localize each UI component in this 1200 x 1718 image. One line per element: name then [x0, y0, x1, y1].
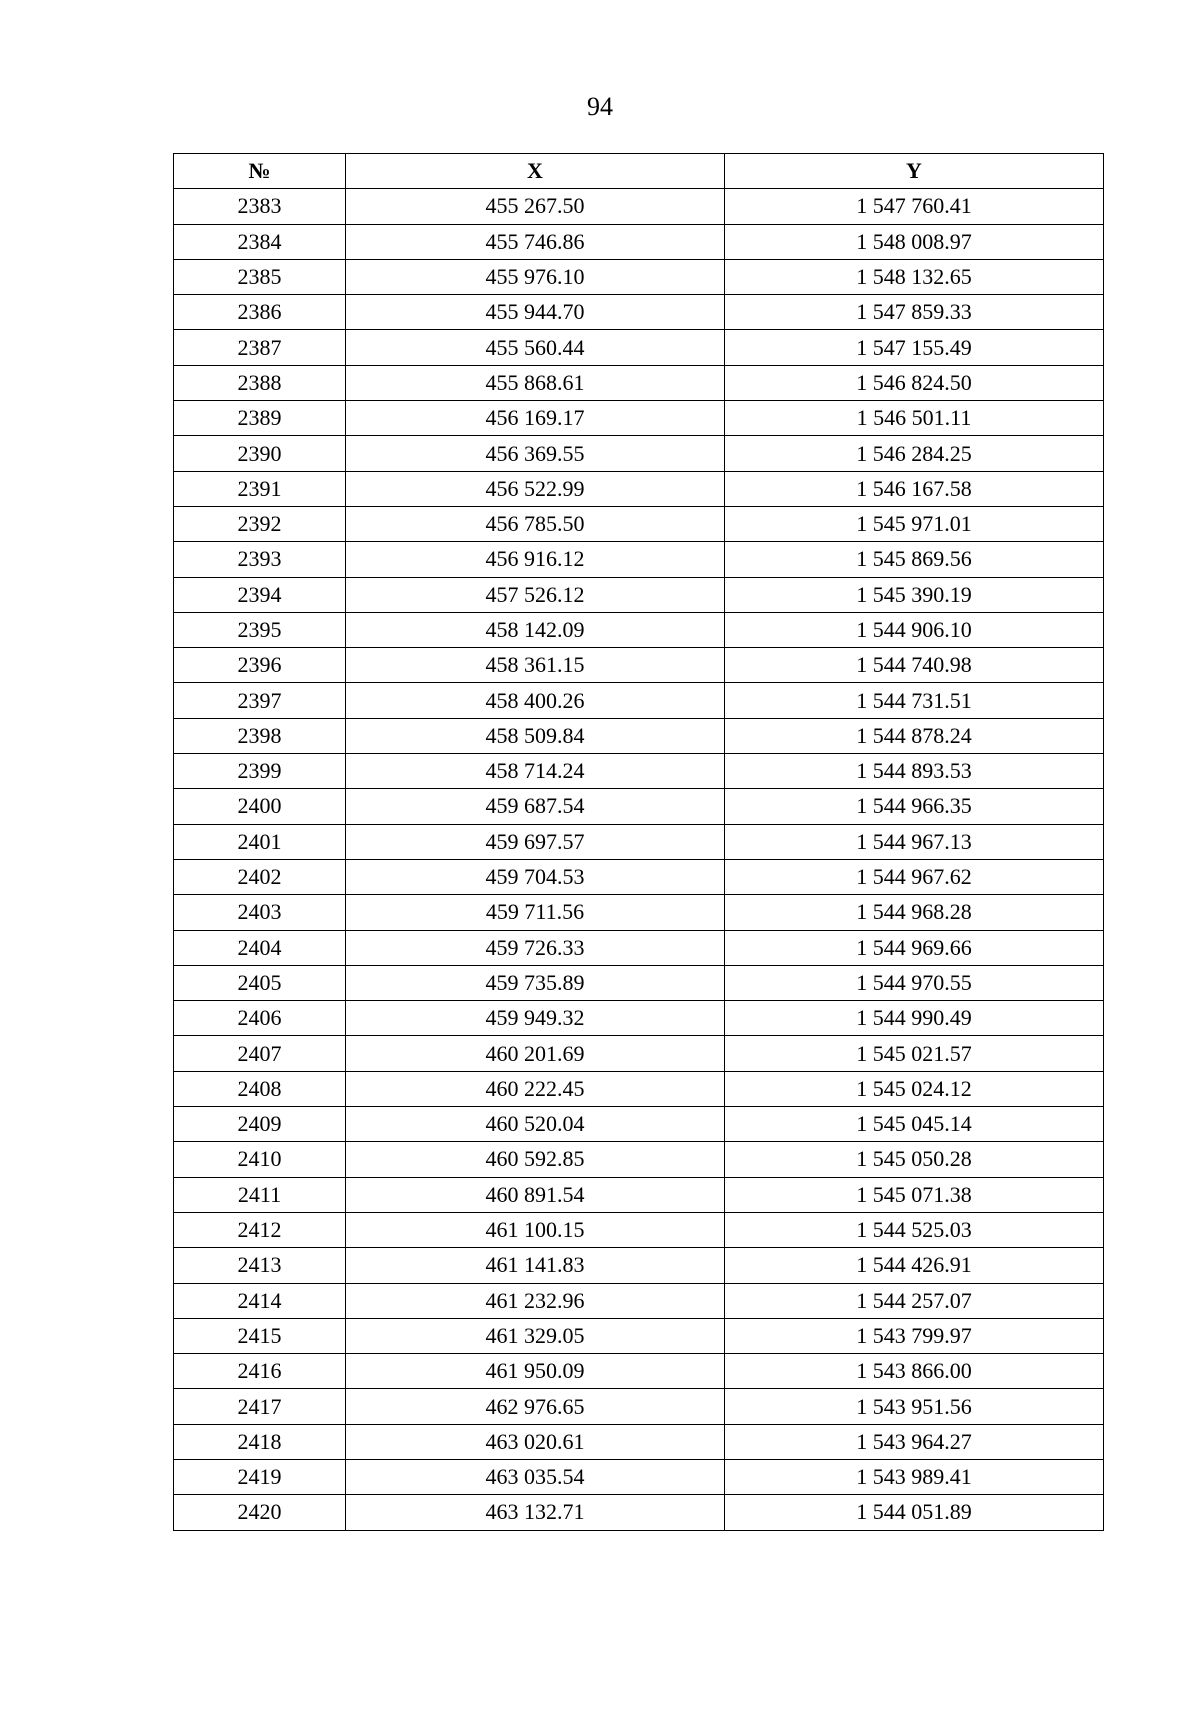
y-coordinate-cell: 1 545 390.19 — [725, 577, 1104, 612]
point-number-cell: 2409 — [174, 1107, 346, 1142]
x-coordinate-cell: 463 020.61 — [346, 1424, 725, 1459]
column-header-x: X — [346, 154, 725, 189]
x-coordinate-cell: 459 726.33 — [346, 930, 725, 965]
x-coordinate-cell: 461 141.83 — [346, 1248, 725, 1283]
table-row — [174, 789, 1104, 824]
point-number-cell: 2392 — [174, 506, 346, 541]
x-coordinate-cell: 456 785.50 — [346, 506, 725, 541]
table-row — [174, 718, 1104, 753]
table-row — [174, 401, 1104, 436]
table-row — [174, 189, 1104, 224]
table-row — [174, 612, 1104, 647]
y-coordinate-cell: 1 544 906.10 — [725, 612, 1104, 647]
point-number-cell: 2412 — [174, 1212, 346, 1247]
table-row — [174, 1248, 1104, 1283]
table-header-row — [174, 154, 1104, 189]
y-coordinate-cell: 1 544 893.53 — [725, 754, 1104, 789]
x-coordinate-cell: 459 949.32 — [346, 1001, 725, 1036]
point-number-cell: 2384 — [174, 224, 346, 259]
table-row — [174, 436, 1104, 471]
point-number-cell: 2388 — [174, 365, 346, 400]
y-coordinate-cell: 1 545 050.28 — [725, 1142, 1104, 1177]
point-number-cell: 2418 — [174, 1424, 346, 1459]
point-number-cell: 2401 — [174, 824, 346, 859]
table-row — [174, 1495, 1104, 1530]
y-coordinate-cell: 1 544 525.03 — [725, 1212, 1104, 1247]
y-coordinate-cell: 1 544 051.89 — [725, 1495, 1104, 1530]
point-number-cell: 2390 — [174, 436, 346, 471]
point-number-cell: 2394 — [174, 577, 346, 612]
table-row — [174, 754, 1104, 789]
table-row — [174, 295, 1104, 330]
point-number-cell: 2411 — [174, 1177, 346, 1212]
y-coordinate-cell: 1 546 501.11 — [725, 401, 1104, 436]
table-row — [174, 542, 1104, 577]
x-coordinate-cell: 456 369.55 — [346, 436, 725, 471]
table-row — [174, 224, 1104, 259]
x-coordinate-cell: 455 944.70 — [346, 295, 725, 330]
table-row — [174, 1071, 1104, 1106]
table-row — [174, 895, 1104, 930]
table-row — [174, 1001, 1104, 1036]
table-row — [174, 259, 1104, 294]
x-coordinate-cell: 456 169.17 — [346, 401, 725, 436]
point-number-cell: 2397 — [174, 683, 346, 718]
point-number-cell: 2383 — [174, 189, 346, 224]
y-coordinate-cell: 1 544 967.62 — [725, 859, 1104, 894]
x-coordinate-cell: 461 100.15 — [346, 1212, 725, 1247]
point-number-cell: 2404 — [174, 930, 346, 965]
y-coordinate-cell: 1 545 045.14 — [725, 1107, 1104, 1142]
table-row — [174, 1318, 1104, 1353]
point-number-cell: 2407 — [174, 1036, 346, 1071]
y-coordinate-cell: 1 544 731.51 — [725, 683, 1104, 718]
x-coordinate-cell: 458 142.09 — [346, 612, 725, 647]
y-coordinate-cell: 1 543 866.00 — [725, 1354, 1104, 1389]
x-coordinate-cell: 455 746.86 — [346, 224, 725, 259]
x-coordinate-cell: 460 520.04 — [346, 1107, 725, 1142]
point-number-cell: 2410 — [174, 1142, 346, 1177]
table-row — [174, 683, 1104, 718]
y-coordinate-cell: 1 543 799.97 — [725, 1318, 1104, 1353]
table-row — [174, 930, 1104, 965]
point-number-cell: 2385 — [174, 259, 346, 294]
point-number-cell: 2419 — [174, 1459, 346, 1494]
table-row — [174, 648, 1104, 683]
y-coordinate-cell: 1 544 878.24 — [725, 718, 1104, 753]
y-coordinate-cell: 1 545 971.01 — [725, 506, 1104, 541]
x-coordinate-cell: 460 201.69 — [346, 1036, 725, 1071]
table-row — [174, 965, 1104, 1000]
table-row — [174, 1389, 1104, 1424]
coordinates-table — [173, 153, 1104, 1531]
y-coordinate-cell: 1 546 284.25 — [725, 436, 1104, 471]
point-number-cell: 2396 — [174, 648, 346, 683]
table-row — [174, 1107, 1104, 1142]
x-coordinate-cell: 463 035.54 — [346, 1459, 725, 1494]
point-number-cell: 2400 — [174, 789, 346, 824]
y-coordinate-cell: 1 544 970.55 — [725, 965, 1104, 1000]
point-number-cell: 2389 — [174, 401, 346, 436]
point-number-cell: 2393 — [174, 542, 346, 577]
x-coordinate-cell: 457 526.12 — [346, 577, 725, 612]
y-coordinate-cell: 1 545 869.56 — [725, 542, 1104, 577]
point-number-cell: 2413 — [174, 1248, 346, 1283]
point-number-cell: 2387 — [174, 330, 346, 365]
x-coordinate-cell: 462 976.65 — [346, 1389, 725, 1424]
x-coordinate-cell: 458 361.15 — [346, 648, 725, 683]
x-coordinate-cell: 459 711.56 — [346, 895, 725, 930]
y-coordinate-cell: 1 543 989.41 — [725, 1459, 1104, 1494]
point-number-cell: 2395 — [174, 612, 346, 647]
x-coordinate-cell: 460 891.54 — [346, 1177, 725, 1212]
point-number-cell: 2417 — [174, 1389, 346, 1424]
table-row — [174, 859, 1104, 894]
x-coordinate-cell: 461 950.09 — [346, 1354, 725, 1389]
x-coordinate-cell: 459 687.54 — [346, 789, 725, 824]
table-row — [174, 1424, 1104, 1459]
x-coordinate-cell: 458 714.24 — [346, 754, 725, 789]
x-coordinate-cell: 459 697.57 — [346, 824, 725, 859]
x-coordinate-cell: 455 868.61 — [346, 365, 725, 400]
y-coordinate-cell: 1 547 859.33 — [725, 295, 1104, 330]
x-coordinate-cell: 463 132.71 — [346, 1495, 725, 1530]
table-row — [174, 1036, 1104, 1071]
page-number: 94 — [587, 92, 613, 121]
y-coordinate-cell: 1 548 132.65 — [725, 259, 1104, 294]
table-row — [174, 1212, 1104, 1247]
y-coordinate-cell: 1 544 968.28 — [725, 895, 1104, 930]
y-coordinate-cell: 1 544 966.35 — [725, 789, 1104, 824]
y-coordinate-cell: 1 544 969.66 — [725, 930, 1104, 965]
y-coordinate-cell: 1 546 167.58 — [725, 471, 1104, 506]
point-number-cell: 2408 — [174, 1071, 346, 1106]
table-row — [174, 1177, 1104, 1212]
x-coordinate-cell: 458 400.26 — [346, 683, 725, 718]
column-header-number: № — [174, 154, 346, 189]
column-header-y: Y — [725, 154, 1104, 189]
x-coordinate-cell: 455 976.10 — [346, 259, 725, 294]
point-number-cell: 2406 — [174, 1001, 346, 1036]
x-coordinate-cell: 460 592.85 — [346, 1142, 725, 1177]
table-row — [174, 330, 1104, 365]
table-row — [174, 506, 1104, 541]
x-coordinate-cell: 455 560.44 — [346, 330, 725, 365]
y-coordinate-cell: 1 545 021.57 — [725, 1036, 1104, 1071]
y-coordinate-cell: 1 544 990.49 — [725, 1001, 1104, 1036]
table-row — [174, 577, 1104, 612]
y-coordinate-cell: 1 545 071.38 — [725, 1177, 1104, 1212]
y-coordinate-cell: 1 543 964.27 — [725, 1424, 1104, 1459]
point-number-cell: 2415 — [174, 1318, 346, 1353]
table-row — [174, 1142, 1104, 1177]
x-coordinate-cell: 456 916.12 — [346, 542, 725, 577]
y-coordinate-cell: 1 547 155.49 — [725, 330, 1104, 365]
x-coordinate-cell: 459 735.89 — [346, 965, 725, 1000]
y-coordinate-cell: 1 548 008.97 — [725, 224, 1104, 259]
y-coordinate-cell: 1 545 024.12 — [725, 1071, 1104, 1106]
point-number-cell: 2398 — [174, 718, 346, 753]
x-coordinate-cell: 461 329.05 — [346, 1318, 725, 1353]
table-row — [174, 1354, 1104, 1389]
point-number-cell: 2399 — [174, 754, 346, 789]
table-row — [174, 1283, 1104, 1318]
y-coordinate-cell: 1 547 760.41 — [725, 189, 1104, 224]
point-number-cell: 2405 — [174, 965, 346, 1000]
table-row — [174, 1459, 1104, 1494]
table-row — [174, 824, 1104, 859]
point-number-cell: 2403 — [174, 895, 346, 930]
point-number-cell: 2420 — [174, 1495, 346, 1530]
x-coordinate-cell: 458 509.84 — [346, 718, 725, 753]
y-coordinate-cell: 1 544 740.98 — [725, 648, 1104, 683]
y-coordinate-cell: 1 543 951.56 — [725, 1389, 1104, 1424]
x-coordinate-cell: 456 522.99 — [346, 471, 725, 506]
x-coordinate-cell: 455 267.50 — [346, 189, 725, 224]
y-coordinate-cell: 1 544 967.13 — [725, 824, 1104, 859]
table-row — [174, 365, 1104, 400]
point-number-cell: 2386 — [174, 295, 346, 330]
table-body — [174, 189, 1104, 1530]
x-coordinate-cell: 459 704.53 — [346, 859, 725, 894]
x-coordinate-cell: 460 222.45 — [346, 1071, 725, 1106]
point-number-cell: 2416 — [174, 1354, 346, 1389]
x-coordinate-cell: 461 232.96 — [346, 1283, 725, 1318]
point-number-cell: 2402 — [174, 859, 346, 894]
table-row — [174, 471, 1104, 506]
y-coordinate-cell: 1 546 824.50 — [725, 365, 1104, 400]
point-number-cell: 2414 — [174, 1283, 346, 1318]
y-coordinate-cell: 1 544 426.91 — [725, 1248, 1104, 1283]
y-coordinate-cell: 1 544 257.07 — [725, 1283, 1104, 1318]
point-number-cell: 2391 — [174, 471, 346, 506]
